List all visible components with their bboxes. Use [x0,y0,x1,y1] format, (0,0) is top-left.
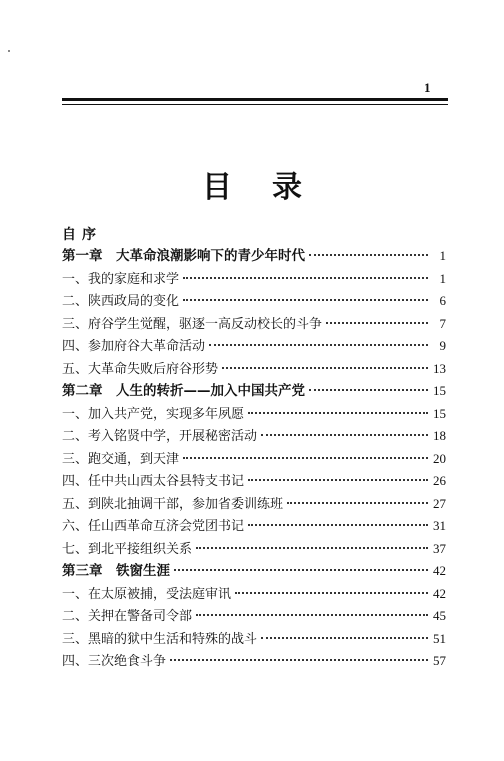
toc-section-entry [62,426,446,446]
toc-section-entry [62,359,446,379]
toc-entry-page: 1 [439,270,446,286]
toc-dot-leader [261,433,428,436]
toc-entry-label: 五、大革命失败后府谷形势 [62,361,219,377]
toc-entry-label: 二、考入铭贤中学，开展秘密活动 [62,429,258,444]
toc-entry-label: 四、任中共山西太谷县特支书记 [62,474,245,489]
toc-chapter-entry [62,381,446,401]
toc-section-entry [62,651,446,671]
toc-entry-page: 15 [433,383,446,398]
toc-section-entry [62,314,446,334]
toc-entry-page: 37 [433,540,446,556]
toc-section-entry [62,539,446,559]
page-number: 1 [424,80,431,95]
toc-entry-page: 26 [433,473,446,488]
toc-entry-label: 第三章 铁窗生涯 [62,563,170,579]
toc-entry-label: 二、陕西政局的变化 [62,294,180,309]
toc-section-entry [62,629,446,649]
toc-entry-label: 一、我的家庭和求学 [62,271,180,287]
toc-entry-page: 27 [433,495,446,511]
header-rule-thin [62,104,448,105]
toc-dot-leader [196,546,428,549]
toc-dot-leader [174,568,428,571]
toc-dot-leader [309,253,428,256]
toc-entry-page: 15 [433,405,446,421]
toc-entry-label: 六、任山西革命互济会党团书记 [62,519,245,534]
toc-section-entry [62,449,446,469]
toc-section-entry [62,516,446,536]
toc-dot-leader [183,298,428,301]
toc-section-entry [62,606,446,626]
toc-entry-label: 三、府谷学生觉醒，驱逐一高反动校长的斗争 [62,316,323,332]
toc-entry-label: 二、关押在警备司令部 [62,609,193,624]
toc-entry-label: 三、跑交通，到天津 [62,451,180,467]
toc-chapter-entry [62,561,446,581]
toc-entry-page: 31 [433,518,446,533]
toc-preface: 自序 [62,227,102,243]
toc-entry-page: 7 [439,315,446,331]
toc-entry-label: 四、三次绝食斗争 [62,654,167,669]
toc-dot-leader [326,321,428,324]
toc-section-entry [62,494,446,514]
toc-section-entry [62,269,446,289]
toc-chapter-entry [62,246,446,266]
toc-dot-leader [209,343,428,346]
toc-entry-label: 三、黑暗的狱中生活和特殊的战斗 [62,631,258,647]
toc-section-entry [62,471,446,491]
toc-entry-label: 四、参加府谷大革命活动 [62,339,206,354]
toc-section-entry [62,404,446,424]
toc-entry-page: 9 [439,338,446,353]
toc-entry-label: 一、加入共产党，实现多年夙愿 [62,406,245,422]
header-rule-thick [62,98,448,101]
toc-section-entry [62,336,446,356]
toc-entry-page: 20 [433,450,446,466]
toc-title: 目录 [202,170,342,205]
toc-section-entry [62,584,446,604]
toc-entry-page: 51 [433,630,446,646]
toc-dot-leader [287,501,428,504]
toc-entry-page: 6 [439,293,446,308]
toc-dot-leader [222,366,428,369]
toc-entry-page: 1 [439,248,446,263]
toc-dot-leader [261,636,428,639]
toc-entry-page: 42 [433,563,446,578]
scan-speck [8,50,10,52]
toc-dot-leader [248,411,428,414]
toc-dot-leader [183,456,428,459]
toc-entry-label: 第二章 人生的转折——加入中国共产党 [62,383,305,399]
toc-dot-leader [196,613,428,616]
toc-entry-label: 五、到陕北抽调干部，参加省委训练班 [62,496,284,512]
toc-dot-leader [309,388,428,391]
toc-section-entry [62,291,446,311]
toc-dot-leader [248,523,428,526]
toc-dot-leader [235,591,428,594]
toc-entry-page: 13 [433,360,446,376]
toc-entry-label: 一、在太原被捕，受法庭审讯 [62,586,232,602]
toc-entry-label: 七、到北平接组织关系 [62,541,193,557]
toc-entry-page: 42 [433,585,446,601]
toc-entry-page: 57 [433,653,446,668]
toc-dot-leader [248,478,428,481]
toc-entry-label: 第一章 大革命浪潮影响下的青少年时代 [62,248,305,264]
toc-entry-page: 45 [433,608,446,623]
toc-entry-page: 18 [433,428,446,443]
toc-dot-leader [183,276,428,279]
toc-dot-leader [170,658,428,661]
